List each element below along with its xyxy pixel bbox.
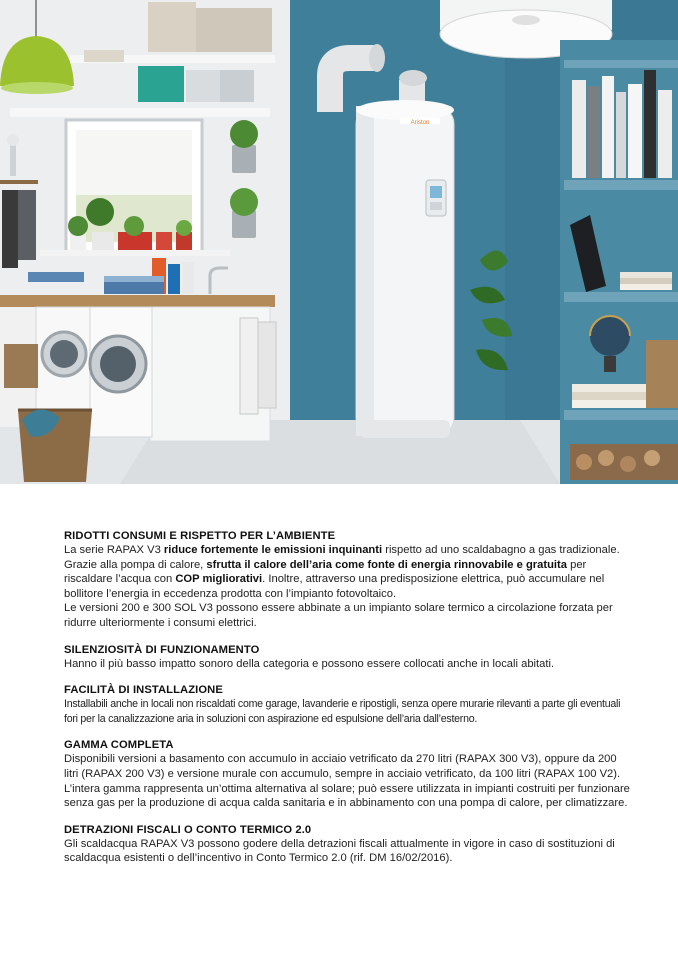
text-run: . Inoltre, attraverso una predisposizione elettrica, può accumulare nel bollitore l’energia in eccedenza prodotta con l’impianto fotovoltaico.	[64, 573, 605, 600]
text-run: per riscaldare l’acqua con	[64, 558, 587, 586]
highlight-text: riduce fortemente le emissioni inquinanti	[163, 544, 383, 556]
section-paragraph	[64, 543, 634, 601]
section-title: RIDOTTI CONSUMI E RISPETTO PER L’AMBIENTE	[64, 530, 336, 542]
section-consumi	[64, 530, 634, 631]
clothes-rack	[0, 180, 38, 268]
highlight-text: sfrutta il calore dell’aria come fonte di energia rinnovabile e gratuita	[206, 558, 567, 571]
section-gamma	[64, 739, 634, 810]
highlight-text: COP migliorativi	[175, 573, 263, 586]
section-installazione	[64, 684, 634, 726]
section-detrazioni	[64, 824, 634, 866]
text-run: La serie RAPAX V3	[64, 544, 164, 556]
text-run: rispetto ad uno scaldabagno a gas tradizionale. Grazie alla pompa di calore,	[64, 544, 620, 571]
section-title: GAMMA COMPLETA	[64, 739, 174, 752]
section-paragraph: Installabili anche in locali non riscaldati come garage, lavanderie e ripostigli, senza opere murarie rilevanti a parte gli eventuali fori per la canalizzazione aria in soluzioni con aspirazione ed espulsione dell’aria dall’esterno.	[64, 698, 621, 725]
content-body	[64, 530, 634, 879]
section-paragraph: Gli scaldacqua RAPAX V3 possono godere della detrazioni fiscali attualmente in vigore in caso di sostituzioni di scaldacqua esistenti o dell’incentivo in Conto Termico 2.0 (rif. DM 16/02/2016).	[64, 837, 615, 865]
section-title: FACILITÀ DI INSTALLAZIONE	[64, 684, 223, 697]
section-paragraph: Disponibili versioni a basamento con accumulo in acciaio vetrificato da 270 litri (RAPAX 300 V3), oppure da 200 litri (RAPAX 200 V3) e versione murale con accumulo, sempre in acciaio vetrificato, da 100 litri (RAPAX 100 V2). L’intera gamma rappresenta un’ottima alternativa al solare; può essere utilizzata in impianti costruiti per funzionare senza gas per la produzione di acqua calda sanitaria e in abbinamento con una pompa di calore, per climatizzare.	[64, 753, 630, 810]
section-paragraph: Hanno il più basso impatto sonoro della categoria e possono essere collocati anche in locali abitati.	[64, 657, 555, 670]
brand-mark: Ariston	[410, 120, 430, 126]
section-paragraph: Le versioni 200 e 300 SOL V3 possono essere abbinate a un impianto solare termico a circolazione forzata per ridurre ulteriormente i consumi elettrici.	[64, 602, 613, 629]
section-title: DETRAZIONI FISCALI O CONTO TERMICO 2.0	[64, 823, 312, 836]
bookcase	[560, 40, 678, 484]
section-title: SILENZIOSITÀ DI FUNZIONAMENTO	[64, 643, 260, 656]
section-silenziosita	[64, 644, 634, 672]
